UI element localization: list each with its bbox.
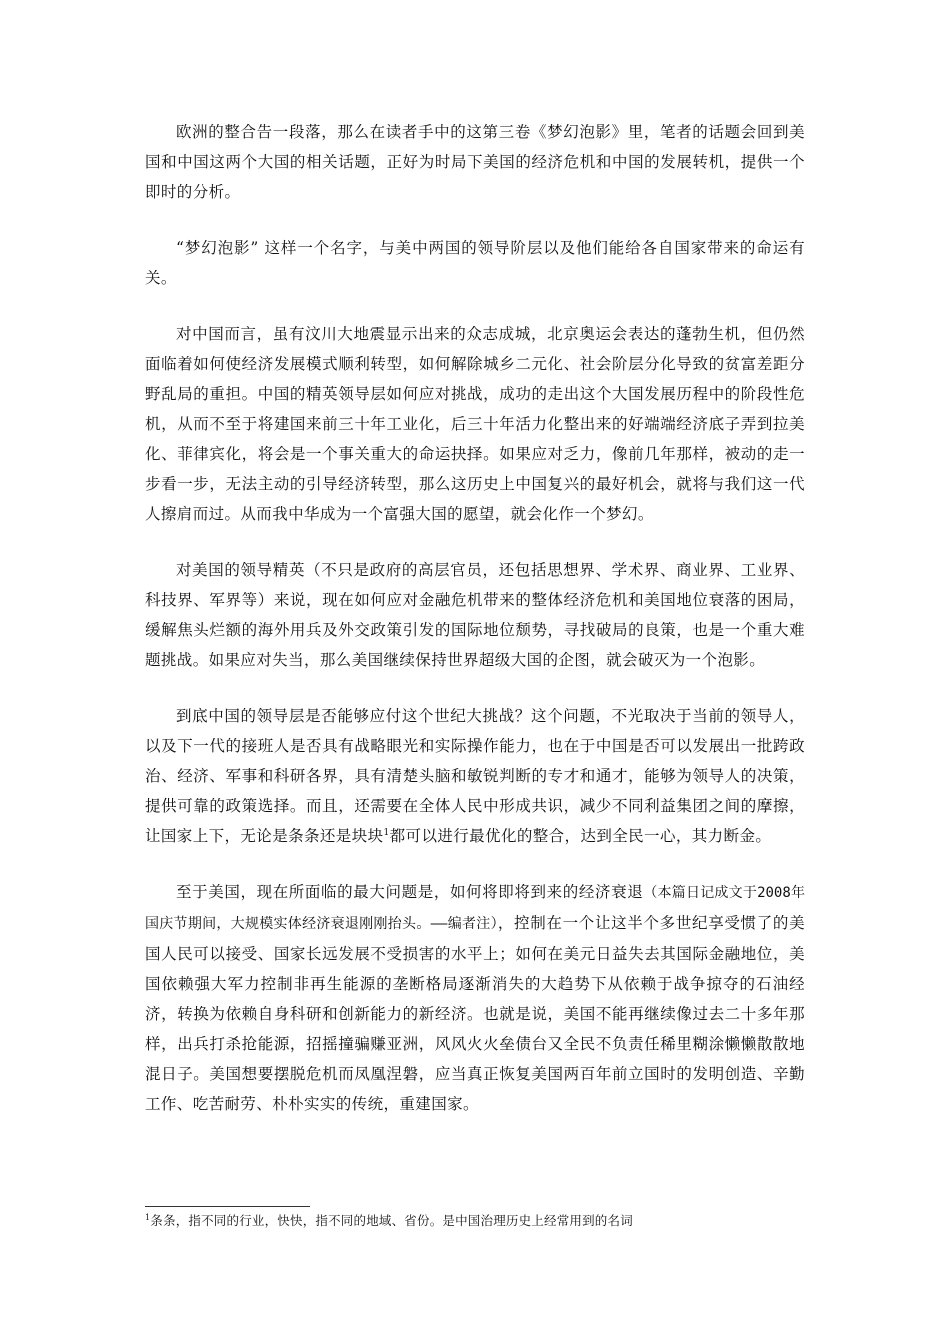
footnote-text: 条条，指不同的行业，快快，指不同的地域、省份。是中国治理历史上经常用到的名词 — [150, 1213, 633, 1228]
paragraph-5 — [145, 701, 805, 851]
paragraph-6 — [145, 877, 805, 1119]
paragraph-5-text-a: 到底中国的领导层是否能够应付这个世纪大挑战？这个问题，不光取决于当前的领导人，以及下一代的接班人是否具有战略眼光和实际操作能力，也在于中国是否可以发展出一批跨政治、经济、军事和科研各界，具有清楚头脑和敏锐判断的专才和通才，能够为领导人的决策，提供可靠的政策选择。而且，还需要在全体人民中形成共识，减少不同利益集团之间的摩擦，让国家上下，无论是条条还是块块 — [145, 707, 805, 845]
paragraph-4: 对美国的领导精英（不只是政府的高层官员，还包括思想界、学术界、商业界、工业界、科技界、军界等）来说，现在如何应对金融危机带来的整体经济危机和美国地位衰落的困局，缓解焦头烂额的海外用兵及外交政策引发的国际地位颓势，寻找破局的良策，也是一个重大难题挑战。如果应对失当，那么美国继续保持世界超级大国的企图，就会破灭为一个泡影。 — [145, 561, 805, 669]
paragraph-3: 对中国而言，虽有汶川大地震显示出来的众志成城，北京奥运会表达的蓬勃生机，但仍然面临着如何使经济发展模式顺利转型，如何解除城乡二元化、社会阶层分化导致的贫富差距分野乱局的重担。中国的精英领导层如何应对挑战，成功的走出这个大国发展历程中的阶段性危机，从而不至于将建国来前三十年工业化，后三十年活力化整出来的好端端经济底子弄到拉美化、菲律宾化，将会是一个事关重大的命运抉择。如果应对乏力，像前几年那样，被动的走一步看一步，无法主动的引导经济转型，那么这历史上中国复兴的最好机会，就将与我们这一代人擦肩而过。从而我中华成为一个富强大国的愿望，就会化作一个梦幻。 — [145, 325, 805, 523]
paragraph-5-text-b: 都可以进行最优化的整合，达到全民一心，其力断金。 — [389, 827, 772, 845]
document-body — [145, 117, 805, 1145]
editor-note: （本篇日记成文于2008年国庆节期间，大规模实体经济衰退刚刚抬头。——编者注） — [145, 885, 805, 932]
paragraph-2: “梦幻泡影” 这样一个名字，与美中两国的领导阶层以及他们能给各自国家带来的命运有关。 — [145, 239, 805, 287]
paragraph-6-text-a: 至于美国，现在所面临的最大问题是，如何将即将到来的经济衰退 — [176, 883, 644, 901]
footnote-reference[interactable]: 1 — [383, 827, 390, 838]
paragraph-6-text-b: ，控制在一个让这半个多世纪享受惯了的美国人民可以接受、国家长远发展不受损害的水平上；如何在美元日益失去其国际金融地位，美国依赖强大军力控制非再生能源的垄断格局逐渐消失的大趋势下从依赖于战争掠夺的石油经济，转换为依赖自身科研和创新能力的新经济。也就是说，美国不能再继续像过去二十多年那样，出兵打杀抢能源，招摇撞骗赚亚洲，风风火火垒债台又全民不负责任稀里糊涂懒懒散散地混日子。美国想要摆脱危机而凤凰涅磐，应当真正恢复美国两百年前立国时的发明创造、辛勤工作、吃苦耐劳、朴朴实实的传统，重建国家。 — [145, 914, 805, 1113]
paragraph-1: 欧洲的整合告一段落，那么在读者手中的这第三卷《梦幻泡影》里，笔者的话题会回到美国和中国这两个大国的相关话题，正好为时局下美国的经济危机和中国的发展转机，提供一个即时的分析。 — [145, 123, 805, 201]
footnote-divider — [145, 1206, 310, 1207]
footnote-marker: 1 — [145, 1212, 151, 1222]
footnote — [145, 1212, 805, 1230]
